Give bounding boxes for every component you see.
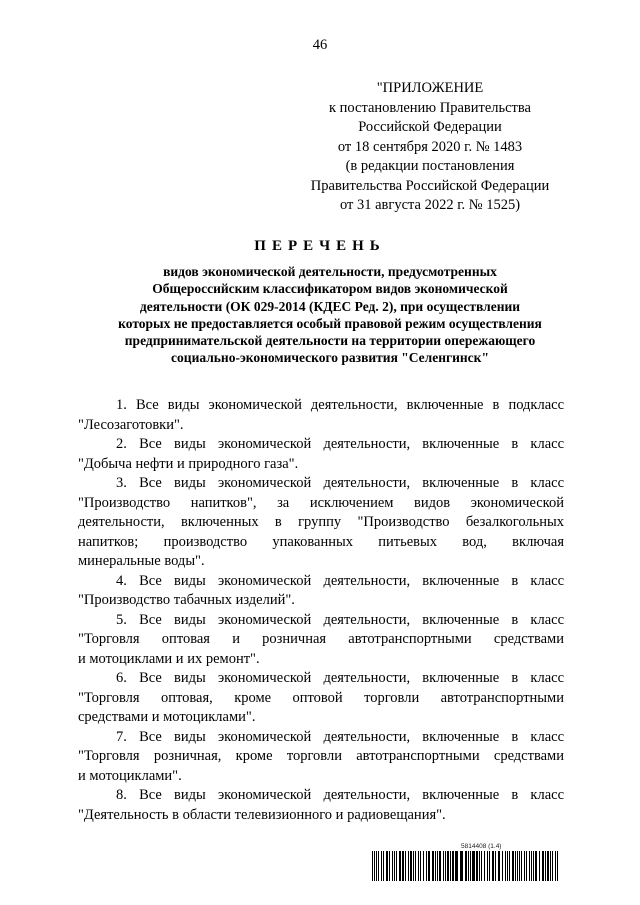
list-item-line: 7. Все виды экономической деятельности, включенные в класс: [116, 728, 564, 745]
list-item-line: "Деятельность в области телевизионного и радиовещания".: [78, 806, 446, 823]
list-item-line: "Торговля оптовая, кроме оптовой торговли автотранспортными: [78, 689, 564, 706]
subheading-line: социально-экономического развития "Селенгинск": [171, 350, 489, 366]
list-item-line: средствами и мотоциклами".: [78, 709, 256, 725]
list-item-line: "Торговля розничная, кроме торговли автотранспортными средствами: [78, 748, 564, 764]
list-item-line: "Производство табачных изделий".: [78, 592, 295, 608]
list-item-line: минеральные воды".: [78, 553, 205, 569]
list-item-line: 3. Все виды экономической деятельности, включенные в класс: [116, 475, 564, 491]
list-item-line: "Добыча нефти и природного газа".: [78, 455, 299, 472]
subheading-line: деятельности (ОК 029-2014 (КДЕС Ред. 2), при осуществлении: [139, 298, 521, 314]
list-item-line: "Производство напитков", за исключением видов экономической: [78, 494, 564, 511]
list-item-line: и мотоциклами".: [78, 767, 182, 784]
list-item-line: напитков; производство упакованных питьевых вод, включая: [78, 533, 564, 550]
annex-line: Российской Федерации: [358, 119, 502, 135]
list-item-line: 1. Все виды экономической деятельности, включенные в подкласс: [116, 397, 564, 413]
annex-line: "ПРИЛОЖЕНИЕ: [376, 80, 484, 96]
list-item-line: "Торговля оптовая и розничная автотранспортными средствами: [78, 631, 564, 647]
page-number: 46: [312, 37, 328, 53]
list-item: [78, 435, 564, 474]
list-item: [78, 474, 564, 572]
annex-line: Правительства Российской Федерации: [310, 177, 550, 194]
list-item: [78, 572, 564, 611]
subheading-line: Общероссийским классификатором видов экономической: [152, 281, 508, 297]
annex-line: от 31 августа 2022 г. № 1525): [339, 197, 521, 213]
list-item: [78, 669, 564, 728]
annex-block: [300, 79, 560, 216]
annex-line: от 18 сентября 2020 г. № 1483: [337, 138, 523, 155]
list-item-line: и мотоциклами и их ремонт".: [78, 650, 260, 667]
document-subheading: [95, 263, 565, 367]
barcode-label: 5814408 (1.4): [461, 843, 502, 850]
subheading-line: предпринимательской деятельности на территории опережающего: [124, 333, 536, 349]
annex-line: к постановлению Правительства: [329, 99, 531, 116]
activity-list: [78, 396, 564, 825]
list-item-line: деятельности, включенных в группу "Производство безалкогольных: [78, 514, 564, 530]
annex-line: (в редакции постановления: [345, 158, 515, 174]
document-heading: ПЕРЕЧЕНЬ: [254, 238, 386, 254]
list-item-line: 4. Все виды экономической деятельности, включенные в класс: [116, 572, 564, 589]
list-item-line: "Лесозаготовки".: [78, 416, 184, 433]
list-item: [78, 728, 564, 787]
list-item-line: 6. Все виды экономической деятельности, включенные в класс: [116, 670, 564, 686]
list-item-line: 5. Все виды экономической деятельности, включенные в класс: [116, 611, 564, 628]
list-item-line: 8. Все виды экономической деятельности, включенные в класс: [116, 787, 564, 803]
list-item: [78, 611, 564, 670]
subheading-line: которых не предоставляется особый правовой режим осуществления: [118, 315, 542, 331]
barcode-icon: [372, 851, 562, 881]
list-item: [78, 786, 564, 825]
list-item: [78, 396, 564, 435]
subheading-line: видов экономической деятельности, предусмотренных: [163, 264, 497, 279]
list-item-line: 2. Все виды экономической деятельности, включенные в класс: [116, 436, 564, 452]
